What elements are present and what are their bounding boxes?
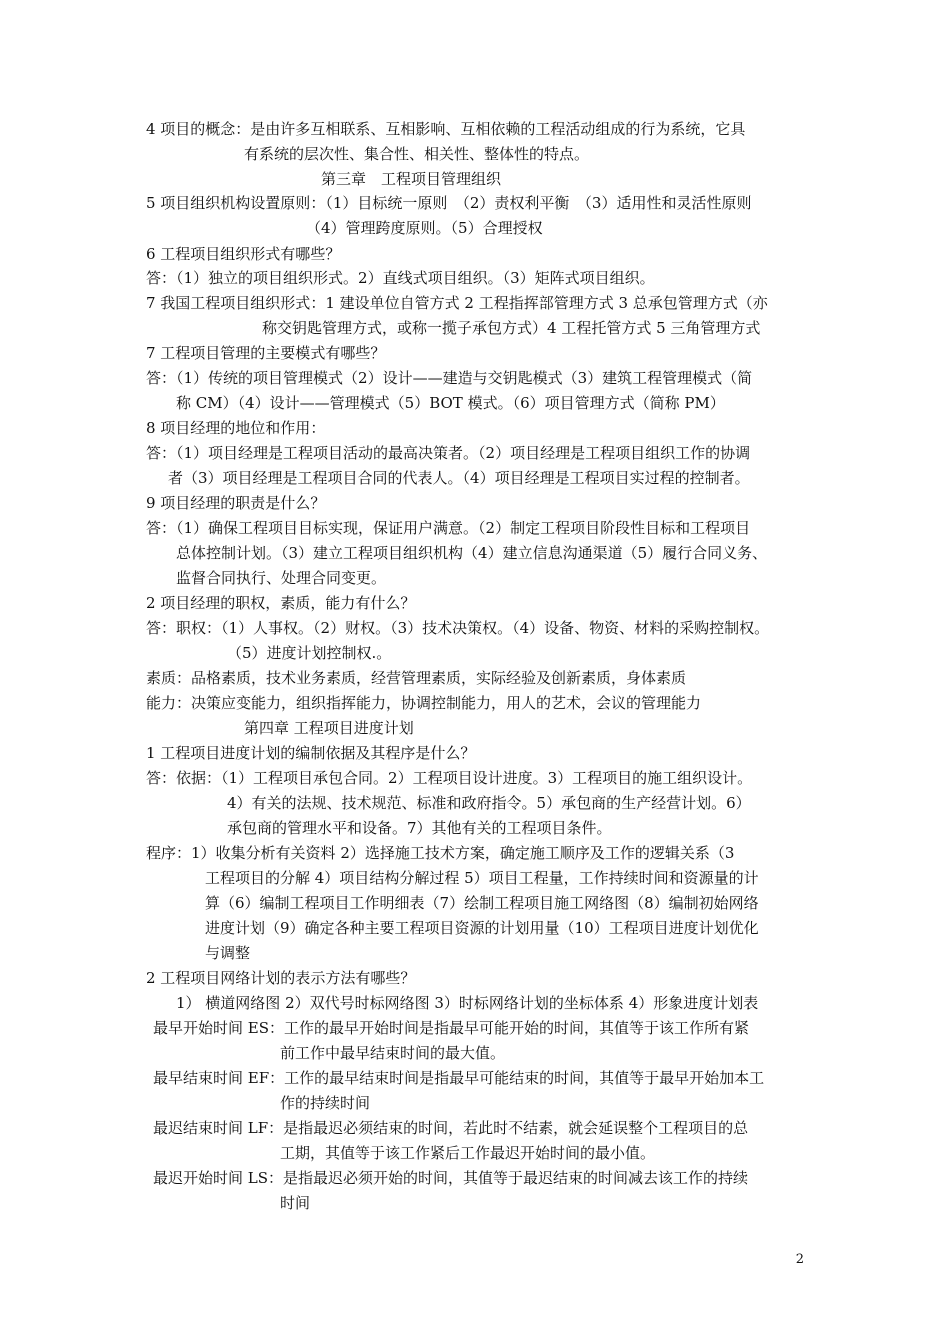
question-line: 6 工程项目组织形式有哪些？: [146, 245, 341, 263]
text-line: 前工作中最早结束时间的最大值。: [280, 1044, 506, 1062]
text-line: 算（6）编制工程项目工作明细表（7）绘制工程项目施工网络图（8）编制初始网络: [205, 894, 759, 912]
text-line: 监督合同执行、处理合同变更。: [176, 569, 387, 587]
answer-line: 答：职权：（1）人事权。（2）财权。（3）技术决策权。（4）设备、物资、材料的采购控制权。: [146, 619, 770, 637]
text-line: 者（3）项目经理是工程项目合同的代表人。（4）项目经理是工程项目实过程的控制者。: [168, 469, 750, 487]
text-line: 程序：1）收集分析有关资料 2）选择施工技术方案，确定施工顺序及工作的逻辑关系（3: [146, 844, 735, 862]
page-number: 2: [795, 1252, 804, 1267]
question-line: 8 项目经理的地位和作用：: [146, 419, 326, 437]
text-line: 能力：决策应变能力，组织指挥能力，协调控制能力，用人的艺术，会议的管理能力: [146, 694, 702, 712]
text-line: 素质：品格素质，技术业务素质，经营管理素质，实际经验及创新素质，身体素质: [146, 669, 687, 687]
question-line: 2 工程项目网络计划的表示方法有哪些？: [146, 969, 416, 987]
text-line: 4 项目的概念：是由许多互相联系、互相影响、互相依赖的工程活动组成的行为系统，它具: [146, 120, 746, 138]
text-line: 1） 横道网络图 2）双代号时标网络图 3）时标网络计划的坐标体系 4）形象进度计划表: [176, 994, 759, 1012]
answer-line: 答：（1）独立的项目组织形式。2）直线式项目组织。（3）矩阵式项目组织。: [146, 269, 655, 287]
text-line: 与调整: [205, 944, 251, 962]
text-line: 工期，其值等于该工作紧后工作最迟开始时间的最小值。: [280, 1144, 656, 1162]
text-line: 工程项目的分解 4）项目结构分解过程 5）项目工程量，工作持续时间和资源量的计: [205, 869, 759, 887]
answer-line: 答：（1）传统的项目管理模式（2）设计——建造与交钥匙模式（3）建筑工程管理模式（简: [146, 369, 753, 387]
text-line: 承包商的管理水平和设备。7）其他有关的工程项目条件。: [227, 819, 612, 837]
text-line: 5 项目组织机构设置原则：（1）目标统一原则 （2）责权利平衡 （3）适用性和灵活性原则: [146, 194, 752, 212]
chapter-heading: 第三章 工程项目管理组织: [321, 170, 502, 188]
definition-line: 最早开始时间 ES：工作的最早开始时间是指最早可能开始的时间，其值等于该工作所有紧: [153, 1019, 749, 1037]
definition-line: 最迟结束时间 LF：是指最迟必须结束的时间，若此时不结素，就会延误整个工程项目的总: [153, 1119, 749, 1137]
text-line: 总体控制计划。（3）建立工程项目组织机构（4）建立信息沟通渠道（5）履行合同义务、: [176, 544, 768, 562]
answer-line: 答：依据：（1）工程项目承包合同。2）工程项目设计进度。3）工程项目的施工组织设计。: [146, 769, 753, 787]
question-line: 1 工程项目进度计划的编制依据及其程序是什么？: [146, 744, 476, 762]
text-line: 有系统的层次性、集合性、相关性、整体性的特点。: [244, 145, 590, 163]
question-line: 9 项目经理的职责是什么？: [146, 494, 326, 512]
definition-line: 最早结束时间 EF：工作的最早结束时间是指最早可能结束的时间，其值等于最早开始加本工: [153, 1069, 765, 1087]
text-line: 称交钥匙管理方式，或称一揽子承包方式）4 工程托管方式 5 三角管理方式: [262, 319, 761, 337]
question-line: 2 项目经理的职权，素质，能力有什么？: [146, 594, 416, 612]
question-line: 7 工程项目管理的主要模式有哪些？: [146, 344, 386, 362]
text-line: 7 我国工程项目组织形式：1 建设单位自管方式 2 工程指挥部管理方式 3 总承包管理方式（亦: [146, 294, 768, 312]
text-line: 时间: [280, 1194, 311, 1212]
text-line: 4）有关的法规、技术规范、标准和政府指令。5）承包商的生产经营计划。6）: [227, 794, 751, 812]
chapter-heading: 第四章 工程项目进度计划: [244, 719, 414, 737]
text-line: 进度计划（9）确定各种主要工程项目资源的计划用量（10）工程项目进度计划优化: [205, 919, 759, 937]
text-line: 作的持续时间: [280, 1094, 371, 1112]
text-line: （4）管理跨度原则。（5）合理授权: [306, 219, 543, 237]
answer-line: 答：（1）项目经理是工程项目活动的最高决策者。（2）项目经理是工程项目组织工作的协调: [146, 444, 751, 462]
answer-line: 答：（1）确保工程项目目标实现，保证用户满意。（2）制定工程项目阶段性目标和工程项目: [146, 519, 751, 537]
text-line: 称 CM）（4）设计——管理模式（5）BOT 模式。（6）项目管理方式（简称 PM）: [176, 394, 725, 412]
definition-line: 最迟开始时间 LS：是指最迟必须开始的时间，其值等于最迟结束的时间减去该工作的持续: [153, 1169, 749, 1187]
text-line: （5）进度计划控制权.。: [227, 644, 392, 662]
